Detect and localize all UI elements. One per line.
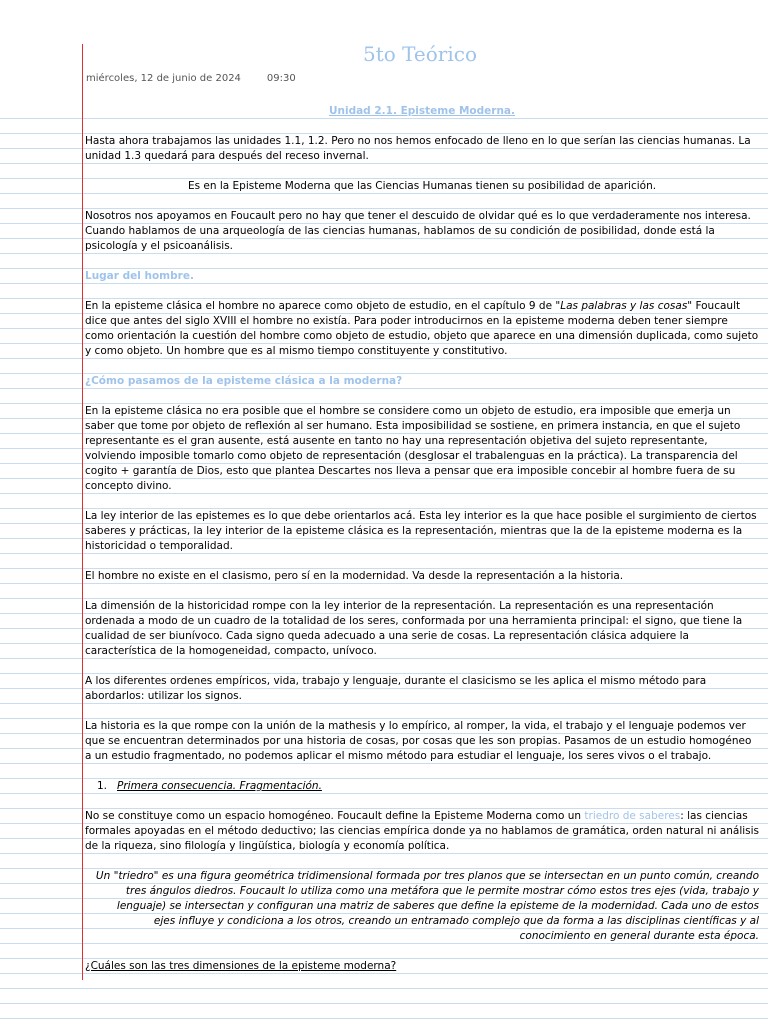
list-number: 1. [97, 780, 108, 792]
page-date-time [86, 73, 296, 84]
paragraph-6: La ley interior de las epistemes es lo que debe orientarlos acá. Esta ley interior es la que hace posible el surgimiento de ciertos saberes y prácticas, la ley interior de la episteme clásica es la representación, mientras que la de la episteme moderna es la historicidad o temporalidad. [85, 510, 757, 552]
paragraph-1: Hasta ahora trabajamos las unidades 1.1, 1.2. Pero no nos hemos enfocado de lleno en lo que serían las ciencias humanas. La unidad 1.3 quedará para después del receso invernal. [85, 135, 751, 162]
note-content[interactable] [85, 104, 759, 974]
paragraph-11 [85, 809, 759, 854]
paragraph-2: Es en la Episteme Moderna que las Ciencias Humanas tienen su posibilidad de aparición. [187, 180, 657, 192]
paragraph-4-start: En la episteme clásica el hombre no aparece como objeto de estudio, en el capítulo 9 de [85, 300, 556, 312]
paragraph-10: La historia es la que rompe con la unión de la mathesis y lo empírico, al romper, la vida, el trabajo y el lenguaje podemos ver que se encuentran determinados por una historia de cosas, por cosas que les son propias. Pasamos de un estudio homogéneo a un estudio fragmentado, no podemos aplicar el mismo método para estudiar el lenguaje, los seres vivos o el trabajo. [85, 720, 752, 762]
book-title: "Las palabras y las cosas" [555, 300, 693, 312]
paragraph-9: A los diferentes ordenes empíricos, vida, trabajo y lenguaje, durante el clasicismo se les aplica el mismo método para abordarlos: utilizar los signos. [85, 675, 707, 702]
list-item [85, 779, 759, 794]
paragraph-4 [85, 299, 759, 359]
paragraph-8: La dimensión de la historicidad rompe con la ley interior de la representación. La representación es una representación ordenada a modo de un cuadro de la totalidad de los seres, conformada por una herramienta principal: el signo, que tiene la cualidad de ser biunívoco. Cada signo queda adecuado a una serie de cosas. La representación clásica adquiere la característica de la homogeneidad, compacto, unívoco. [85, 600, 743, 657]
question-heading: ¿Cuáles son las tres dimensiones de la episteme moderna? [85, 960, 397, 972]
heading-lugar-del-hombre: Lugar del hombre. [85, 270, 194, 282]
page-date: miércoles, 12 de junio de 2024 [86, 73, 241, 84]
paragraph-3: Nosotros nos apoyamos en Foucault pero no hay que tener el descuido de olvidar qué es lo que verdaderamente nos interesa. Cuando hablamos de una arqueología de las ciencias humanas, hablamos de su condición de posibilidad, donde está la psicología y el psicoanálisis. [85, 210, 751, 252]
paragraph-7: El hombre no existe en el clasismo, pero sí en la modernidad. Va desde la representación a la historia. [85, 570, 624, 582]
page-time: 09:30 [266, 73, 296, 84]
paragraph-4-end: Foucault dice que antes del siglo XVIII el hombre no existía. Para poder introducirnos en la episteme moderna deben tener siempre como orientación la cuestión del hombre como objeto de estudio, objeto que aparece en una dimensión duplicada, como sujeto y como objeto. Un hombre que es al mismo tiempo constituyente y constitutivo. [85, 300, 759, 357]
list-item-text: Primera consecuencia. Fragmentación. [117, 780, 322, 792]
page-title[interactable]: 5to Teórico [362, 42, 478, 66]
paragraph-5: En la episteme clásica no era posible que el hombre se considere como un objeto de estudio, era imposible que emerja un saber que tome por objeto de reflexión al ser humano. Esta imposibilidad se sostiene, en primera instancia, en que el sujeto representante es el gran ausente, está ausente en tanto no hay una representación objetiva del sujeto representante, volviendo imposible tomarlo como objeto de representación (desglosar el trabalenguas en la práctica). La transparencia del cogito + garantía de Dios, esto que plantea Descartes nos lleva a pensar que era imposible concebir al hombre fuera de su concepto divino. [85, 405, 741, 492]
unit-heading: Unidad 2.1. Episteme Moderna. [328, 105, 516, 117]
paragraph-11-start: No se constituye como un espacio homogéneo. Foucault define la Episteme Moderna como un [85, 810, 585, 822]
quote-block: Un "triedro" es una figura geométrica tridimensional formada por tres planos que se intersectan en un punto común, creando tres ángulos diedros. Foucault lo utiliza como una metáfora que le permite mostrar cómo estos tres ejes (vida, trabajo y lenguaje) se intersectan y configuran una matriz de saberes que define la episteme de la modernidad. Cada uno de estos ejes influye y condiciona a los otros, creando un entramado complejo que da forma a las disciplinas científicas y al conocimiento en general durante esta época. [95, 870, 759, 942]
heading-como-pasamos: ¿Cómo pasamos de la episteme clásica a la moderna? [85, 375, 403, 387]
paragraph-11-end: : las ciencias formales apoyadas en el método deductivo; las ciencias empírica donde ya no hablamos de gramática, orden natural ni análisis de la riqueza, sino filología y lingüística, biología y economía política. [85, 810, 760, 852]
triedro-highlight: triedro de saberes [584, 810, 681, 822]
margin-line [82, 44, 83, 980]
